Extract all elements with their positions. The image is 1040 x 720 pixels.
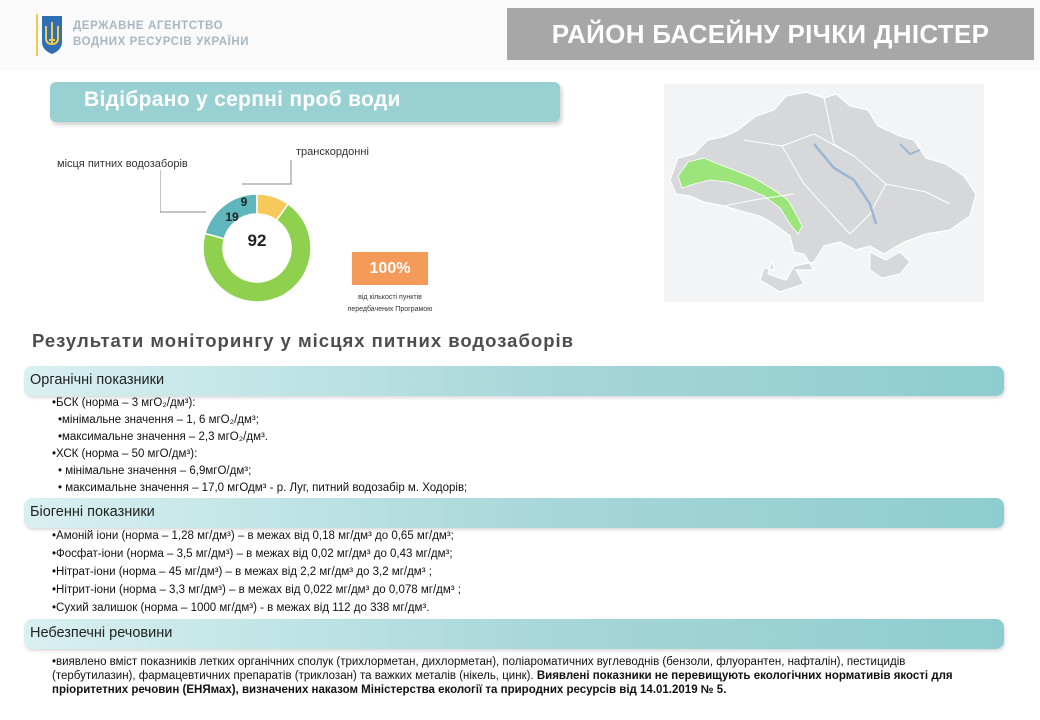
bsk-min-line: •мінімальне значення – 1, 6 мгО₂/дм³;: [58, 414, 259, 426]
dry-residue-line: •Сухий залишок (норма – 1000 мг/дм³) - в межах від 112 до 338 мг/дм³.: [52, 602, 430, 614]
biogenic-section-label: Біогенні показники: [30, 504, 155, 520]
bsk-max-line: •максимальне значення – 2,3 мгО₂/дм³.: [58, 431, 269, 443]
organic-section-label: Органічні показники: [30, 372, 165, 388]
transboundary-legend-label: транскордонні: [296, 146, 369, 158]
drinking-legend-label: місця питних водозаборів: [57, 158, 188, 170]
hsk-line: •ХСК (норма – 50 мгО/дм³):: [52, 448, 198, 460]
bsk-line: •БСК (норма – 3 мгО₂/дм³):: [52, 397, 196, 409]
hazardous-section-label: Небезпечні речовини: [30, 625, 173, 641]
agency-line-1: ДЕРЖАВНЕ АГЕНТСТВО: [73, 20, 224, 32]
region-title: РАЙОН БАСЕЙНУ РІЧКИ ДНІСТЕР: [507, 8, 1034, 60]
hsk-max-line: • максимальне значення – 17,0 мгОдм³ - р. Луг, питний водозабір м. Ходорів;: [58, 482, 468, 494]
hazardous-paragraph: [52, 655, 992, 697]
total-value-label: 92: [247, 231, 267, 250]
percent-note: [328, 292, 452, 316]
agency-name: [73, 18, 249, 50]
results-title: Результати моніторингу у місцях питних водозаборів: [32, 330, 575, 351]
biogenic-section-bar: [24, 498, 1004, 528]
leader-line-transboundary: [242, 160, 291, 184]
nitrite-line: •Нітрит-іони (норма – 3,3 мг/дм³) – в межах від 0,022 мг/дм³ до 0,078 мг/дм³ ;: [52, 584, 461, 596]
percent-badge: 100%: [352, 252, 428, 285]
hsk-min-line: • мінімальне значення – 6,9мгО/дм³;: [58, 465, 252, 477]
drinking-value-label: 19: [225, 210, 239, 224]
hazardous-text: •виявлено вміст показників летких органічних сполук (трихлорметан, дихлорметан), поліароматичних вуглеводнів (бензоли, флуорантен, нафталін), пестицидів (тербутилазин), фармацевтичних препаратів (триклозан) та важких металів (нікель, цинк).: [52, 656, 906, 682]
leader-line-drinking: [160, 170, 206, 212]
transboundary-value-label: 9: [240, 195, 248, 209]
percent-note-line-2: передбачених Програмою: [347, 306, 433, 313]
nitrate-line: •Нітрат-іони (норма – 45 мг/дм³) – в межах від 2,2 мг/дм³ до 3,2 мг/дм³ ;: [52, 566, 432, 578]
ammonium-line: •Амоній іони (норма – 1,28 мг/дм³) – в межах від 0,18 мг/дм³ до 0,65 мг/дм³;: [52, 530, 454, 542]
phosphate-line: •Фосфат-іони (норма – 3,5 мг/дм³) – в межах від 0,02 мг/дм³ до 0,43 мг/дм³;: [52, 548, 453, 560]
hazardous-bold-text: Виявлені показники не перевищують екологічних нормативів якості для пріоритетних речовин (ЕНЯмах), визначених наказом Міністерства екології та природних ресурсів від 14.01.2019 № 5.: [52, 670, 953, 696]
agency-line-2: ВОДНИХ РЕСУРСІВ УКРАЇНИ: [73, 36, 250, 48]
percent-note-line-1: від кількості пунктів: [358, 294, 422, 301]
organic-section-bar: [24, 366, 1004, 396]
ukraine-basin-map: [664, 84, 984, 302]
samples-title: Відібрано у серпні проб води: [84, 88, 401, 111]
trident-emblem-icon: [36, 14, 66, 56]
